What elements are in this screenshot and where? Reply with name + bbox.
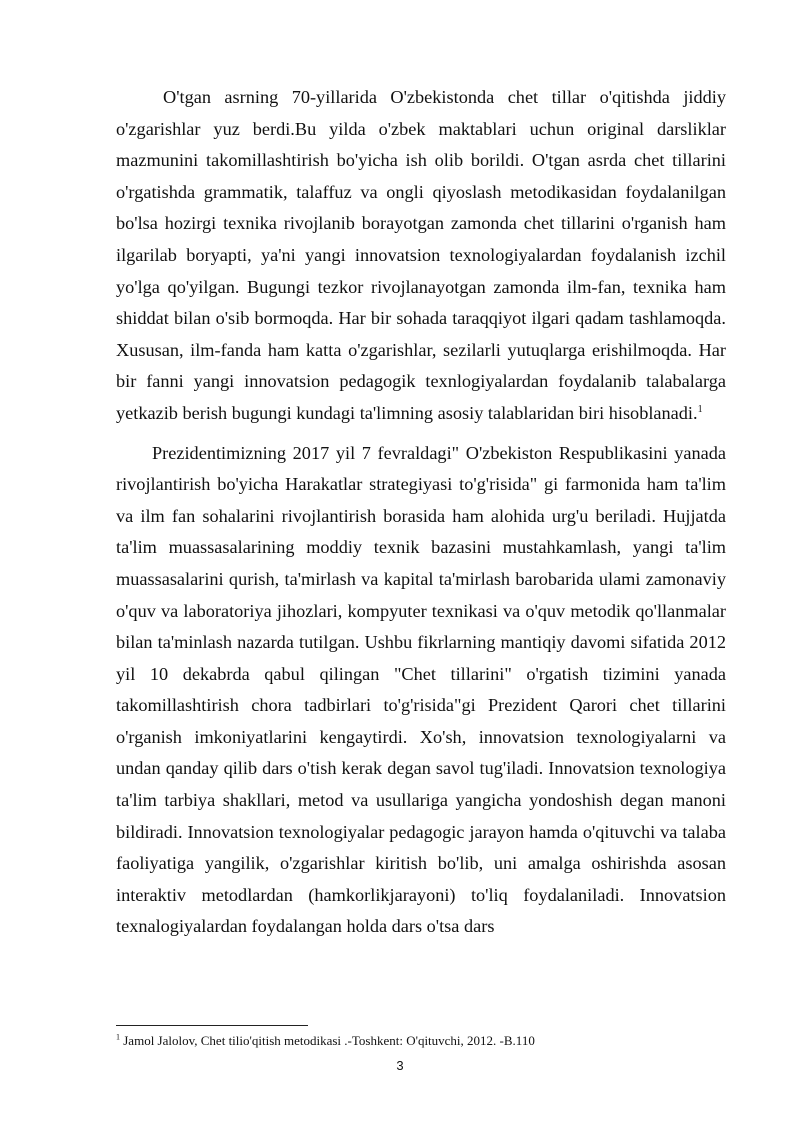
body-text [116, 82, 726, 943]
paragraph-1 [116, 82, 726, 430]
footnote [116, 1033, 726, 1049]
paragraph-2-text: Prezidentimizning 2017 yil 7 fevraldagi" O'zbekiston Respublikasini yanada rivojlantirish bo'yicha Harakatlar strategiyasi to'g'risida" gi farmonida ham ta'lim va ilm fan sohalarini rivojlantirish borasida ham alohida urg'u beriladi. Hujjatda ta'lim muassasalarining moddiy texnik bazasini mustahkamlash, yangi ta'lim muassasalarini qurish, ta'mirlash va kapital ta'mirlash barobarida ulami zamonaviy o'quv va laboratoriya jihozlari, kompyuter texnikasi va o'quv metodik qo'llanmalar bilan ta'minlash nazarda tutilgan. Ushbu fikrlarning mantiqiy davomi sifatida 2012 yil 10 dekabrda qabul qilingan "Chet tillarini" o'rgatish tizimini yanada takomillashtirish chora tadbirlari to'g'risida"gi Prezident Qarori chet tillarini o'rganish imkoniyatlarini kengaytirdi. Xo'sh, innovatsion texnologiyalarni va undan qanday qilib dars o'tish kerak degan savol tug'iladi. Innovatsion texnologiya ta'lim tarbiya shakllari, metod va usullariga yangicha yondoshish degan manoni bildiradi. Innovatsion texnologiyalar pedagogic jarayon hamda o'qituvchi va talaba faoliyatiga yangilik, o'zgarishlar kiritish bo'lib, uni amalga oshirishda asosan interaktiv metodlardan (hamkorlikjarayoni) to'liq foydalaniladi. Innovatsion texnalogiyalardan foydalangan holda dars o'tsa dars [116, 442, 726, 937]
footnote-text: Jamol Jalolov, Chet tilio'qitish metodikasi .-Toshkent: O'qituvchi, 2012. -B.110 [120, 1033, 535, 1048]
footnote-marker: 1 [116, 1032, 120, 1042]
paragraph-2 [116, 438, 726, 944]
footnote-reference[interactable]: 1 [697, 403, 703, 415]
footnote-separator [116, 1025, 308, 1026]
paragraph-1-text: O'tgan asrning 70-yillarida O'zbekistonda chet tillar o'qitishda jiddiy o'zgarishlar yuz berdi.Bu yilda o'zbek maktablari uchun original darsliklar mazmunini takomillashtirish bo'yicha ish olib borildi. O'tgan asrda chet tillarini o'rgatishda grammatik, talaffuz va ongli qiyoslash metodikasidan foydalanilgan bo'lsa hozirgi texnika rivojlanib borayotgan zamonda chet tillarini o'rganish ham ilgarilab boryapti, ya'ni yangi innovatsion texnologiyalardan foydalanish izchil yo'lga qo'yilgan. Bugungi tezkor rivojlanayotgan zamonda ilm-fan, texnika ham shiddat bilan o'sib bormoqda. Har bir sohada taraqqiyot ilgari qadam tashlamoqda. Xususan, ilm-fanda ham katta o'zgarishlar, sezilarli yutuqlarga erishilmoqda. Har bir fanni yangi innovatsion pedagogik texnlogiyalardan foydalanib talabalarga yetkazib berish bugungi kundagi ta'limning asosiy talablaridan biri hisoblanadi. [116, 87, 726, 423]
page-number: 3 [396, 1058, 404, 1073]
